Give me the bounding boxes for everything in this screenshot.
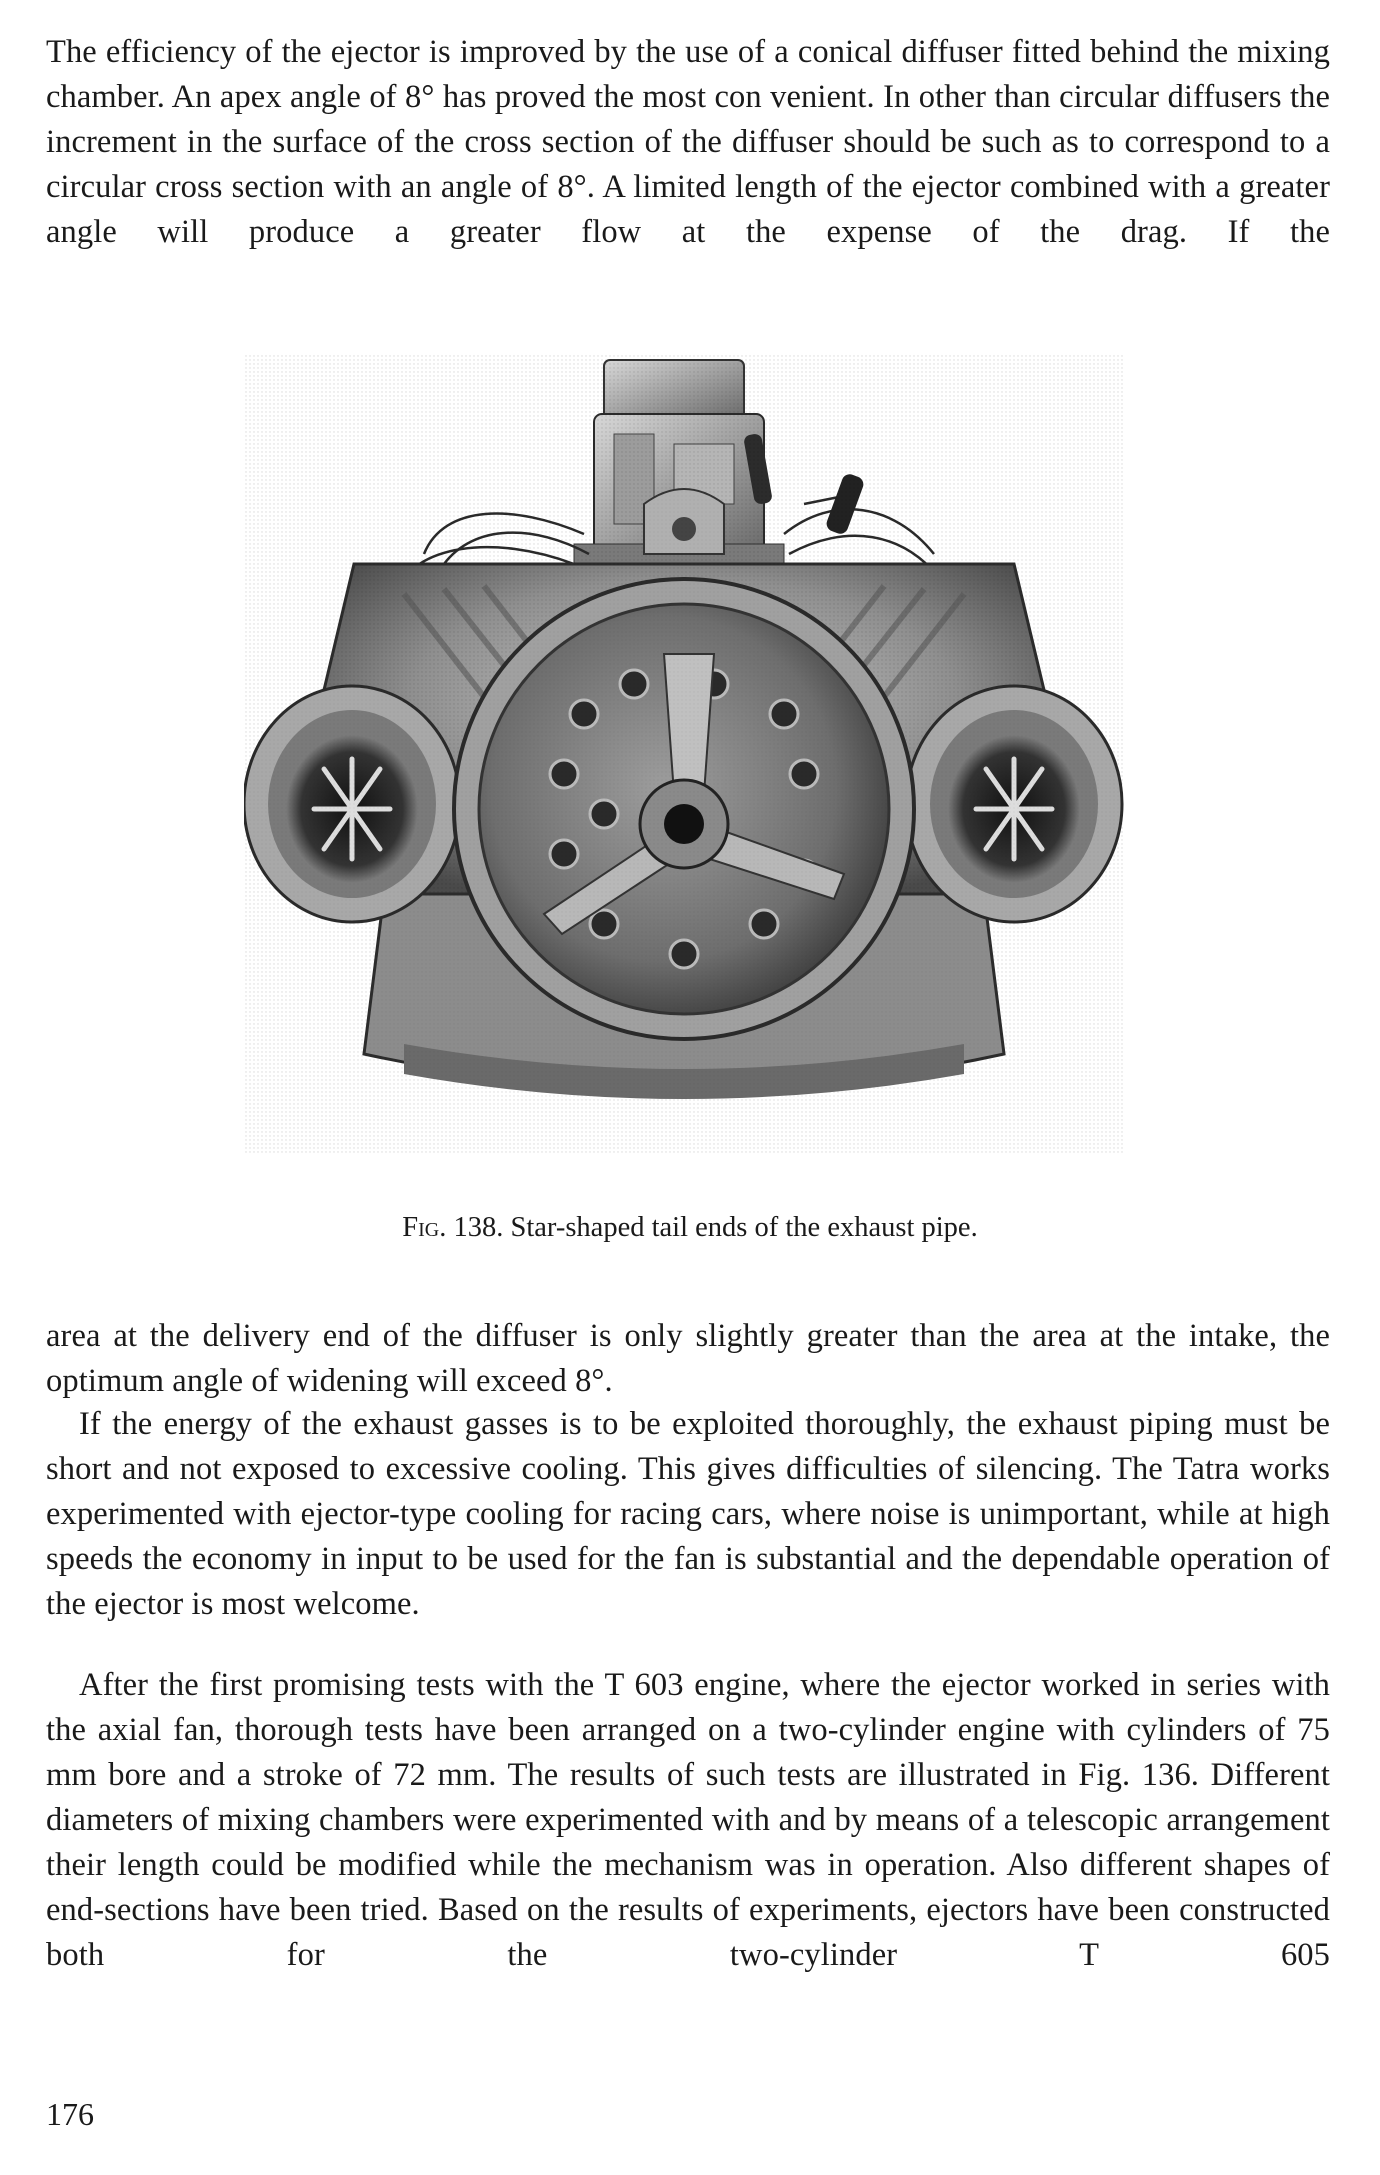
paragraph-delivery-area: area at the delivery end of the diffuser is only slightly greater than the area at the intake, the optimum angle of widening will exceed 8°. [46,1318,1330,1399]
page-number: 176 [46,2096,94,2132]
figure-caption [0,1210,1380,1246]
paragraph-tests: After the first promising tests with the T 603 engine, where the ejector worked in series with the axial fan, thorough tests have been arranged on a two-cylinder engine with cylinders of 75 mm bore and a stroke of 72 mm. The results of such tests are illustrated in Fig. 136. Different diameters of mixing chambers were experimented with and by means of a telescopic arrangement their length could be modified while the mechanism was in operation. Also different shapes of end-sections have been tried. Based on the results of experiments, ejectors have been constructed both for the two-cylinder T 605 [46,1667,1330,1973]
figure-label: Fig. 138. [402,1212,504,1243]
figure-caption-text: Star-shaped tail ends of the exhaust pipe. [510,1212,978,1243]
engine-illustration [244,354,1124,1154]
engine-photo [244,354,1124,1154]
paragraph-exhaust-energy: If the energy of the exhaust gasses is to be exploited thoroughly, the exhaust piping must be short and not exposed to excessive cooling. This gives difficulties of silencing. The Tatra works experimented with ejector-type cooling for racing cars, where noise is unimportant, while at high speeds the economy in input to be used for the fan is substantial and the dependable operation of the ejector is most welcome. [46,1406,1330,1622]
paragraph-ejector-efficiency: The efficiency of the ejector is improved by the use of a conical diffuser fitted behind the mixing chamber. An apex angle of 8° has proved the most con venient. In other than circular diffusers the increment in the surface of the cross section of the diffuser should be such as to correspond to a circular cross section with an angle of 8°. A limited length of the ejector combined with a greater angle will produce a greater flow at the expense of the drag. If the [46,34,1330,250]
